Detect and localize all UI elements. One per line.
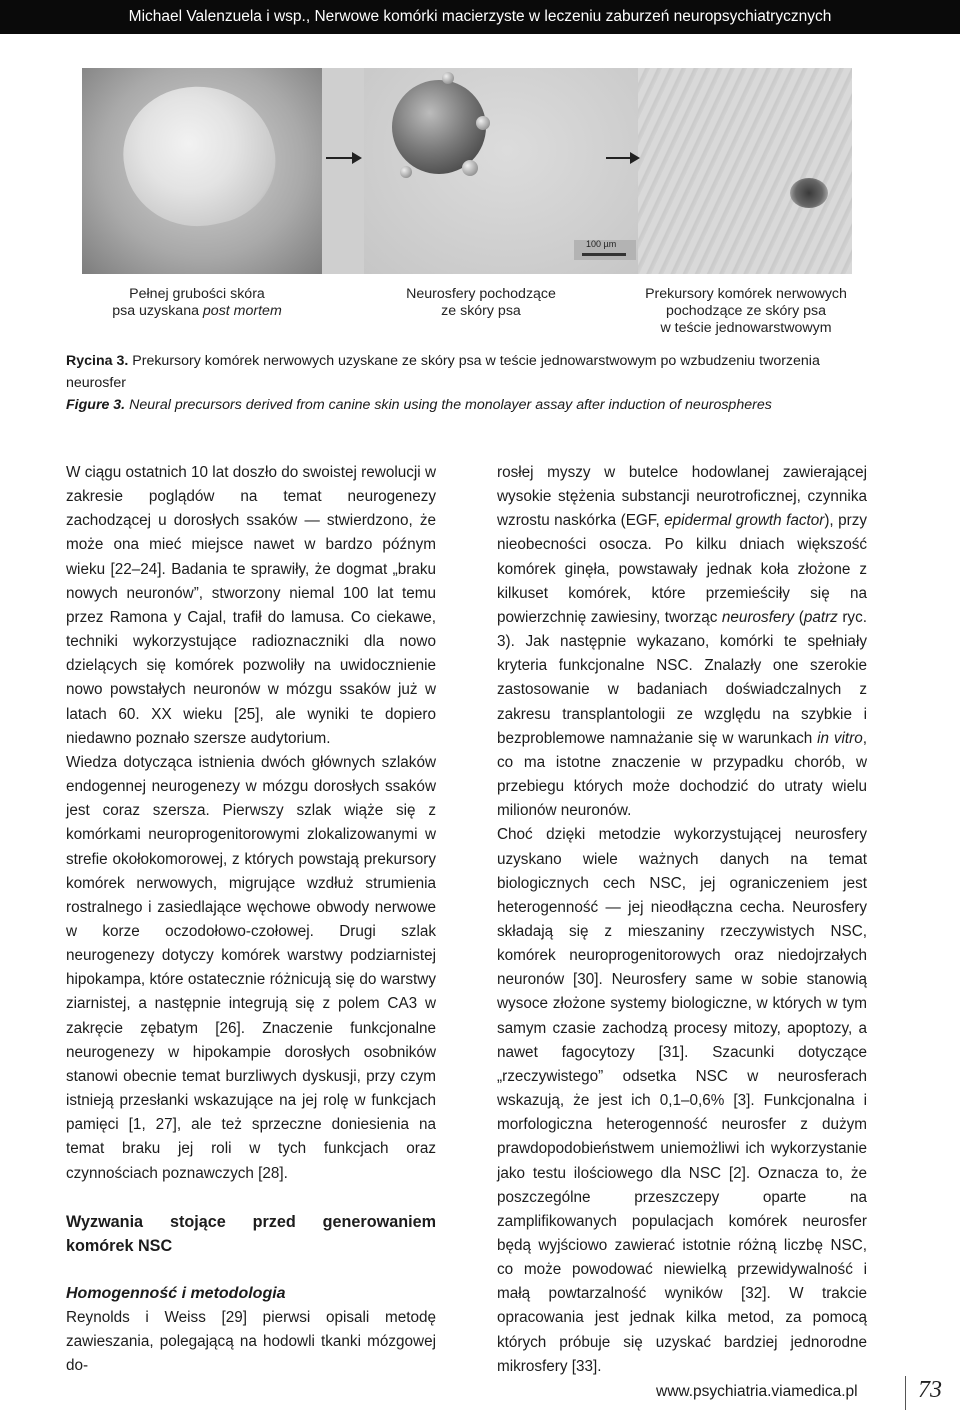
skin-tissue (111, 72, 287, 240)
figure-caption-right (626, 286, 866, 337)
figure-caption-middle (366, 286, 596, 320)
figure-caption-left (82, 286, 312, 320)
caption-text: Neural precursors derived from canine skin using the monolayer assay after induction of neurospheres (129, 397, 772, 413)
running-header: Michael Valenzuela i wsp., Nerwowe komórki macierzyste w leczeniu zaburzeń neuropsychiatrycznych (0, 0, 960, 34)
neurosphere-bead (442, 72, 454, 84)
caption-line (82, 303, 312, 320)
body-paragraph: Reynolds i Weiss [29] pierwsi opisali metodę zawieszania, polegającą na hodowli tkanki mózgowej do- (66, 1308, 436, 1374)
caption-italic: post mortem (202, 303, 282, 319)
italic-term: in vitro (817, 729, 863, 747)
scale-bar-box (574, 240, 636, 260)
italic-term: neurosfery (721, 608, 795, 626)
caption-line: ze skóry psa (441, 303, 521, 319)
caption-line: Prekursory komórek nerwowych (645, 286, 847, 302)
figure-caption-polish (66, 350, 878, 394)
caption-label: Figure 3. (66, 397, 126, 413)
text-run: ), przy nieobecności osocza. Po kilku dniach większość komórek ginęła, powstawały jednak koła złożone z kilkuset komórek, które przemieściły się na powierzchnię zawiesiny, tworząc (497, 512, 867, 626)
neurosphere-bead (476, 116, 490, 130)
neurosphere-image (364, 68, 650, 274)
scale-bar (582, 253, 626, 256)
body-paragraph: W ciągu ostatnich 10 lat doszło do swoistej rewolucji w zakresie poglądów na temat neurogenezy zachodzącej u dorosłych ssaków — stwierdzono, że może ona mieć miejsce nawet w bardzo późnym wieku [22–24]. Badania te sprawiły, że dogmat „braku nowych neuronów”, stworzony niemal 100 lat temu przez Ramona y Cajal, trafił do lamusa. Co ciekawe, techniki wykorzystujące radioznaczniki dla nowo dzielących się komórek pozwoliły na uwidocznienie nowo powstałych neuronów w mózgu ssaków już w latach 60. XX wieku [25], ale wyniki te dopiero niedawno poznało szersze audytorium. (66, 464, 436, 747)
caption-line: pochodzące ze skóry psa (665, 303, 827, 319)
italic-term: epidermal growth factor (664, 512, 825, 530)
journal-url: www.psychiatria.viamedica.pl (656, 1383, 858, 1400)
right-column (497, 461, 867, 1379)
neurosphere-bead (400, 166, 412, 178)
caption-line: Pełnej grubości skóra (129, 286, 265, 302)
page-number: 73 (918, 1377, 942, 1403)
skin-sample-image (82, 68, 322, 274)
arrow-right-icon (326, 150, 362, 166)
figure-image-strip (82, 68, 852, 274)
caption-text: psa uzyskana (112, 303, 203, 319)
neurosphere-bead (462, 160, 478, 176)
subsection-heading: Homogenność i metodologia (66, 1284, 286, 1302)
section-heading: Wyzwania stojące przed generowaniem komórek NSC (66, 1212, 436, 1255)
caption-label: Rycina 3. (66, 353, 129, 369)
footer-divider (905, 1376, 906, 1410)
text-run: , co ma istotne znaczenie w przypadku chorób, w przebiegu których może dochodzić do utraty wielu milionów neuronów. (497, 729, 867, 820)
caption-line: Neurosfery pochodzące (406, 286, 556, 302)
italic-term: patrz (803, 608, 838, 626)
body-paragraph (497, 461, 867, 823)
left-column (66, 461, 436, 1378)
text-run: ryc. 3). Jak następnie wykazano, komórki te spełniały kryteria funkcjonalne NSC. Znalazły one szerokie zastosowanie w badaniach doświadczalnych z zakresu transplantologii ze względu na szybkie i bezproblemowe namnażanie się w warunkach (497, 608, 867, 747)
caption-line: w teście jednowarstwowym (660, 320, 832, 336)
arrow-right-icon (606, 150, 640, 166)
body-paragraph: Choć dzięki metodzie wykorzystującej neurosfery uzyskano wiele ważnych danych na temat biologicznych cech NSC, jej ograniczeniem jest heterogenność — jej nieodłączna cecha. Neurosfery składają się z mieszaniny rzeczywistych NSC, komórek neuroprogenitorowych oraz niedojrzałych neuronów [30]. Neurosfery same w sobie stanowią wysoce złożone systemy biologiczne, w których w tym samym czasie zachodzą procesy mitozy, apoptozy, a nawet fagocytozy [31]. Szacunki dotyczące „rzeczywistego” odsetka NSC w neurosferach wskazują, że jest ich 0,1–0,6% [3]. Funkcjonalna i morfologiczna heterogenność neurosfer z dużym prawdopodobieństwem uniemożliwi ich wykorzystanie jako testu ilościowego dla NSC [2]. Oznacza to, że poszczególne przeszczepy oparte na zamplifikowanych populacjach komórek neurosfer będą wyjściowo zawierać istotnie różną liczbę NSC, co może powodować niewielką przewidywalność i małą powtarzalność wyników [32]. W trakcie opracowania jest jednak kilka metod, za pomocą których próbuje się uzyskać bardziej jednorodne mikrosfery [33]. (497, 826, 867, 1375)
cell-cluster (790, 178, 828, 208)
monolayer-cells-image (638, 68, 852, 274)
caption-text: Prekursory komórek nerwowych uzyskane ze skóry psa w teście jednowarstwowym po wzbudzeniu tworzenia neurosfer (66, 353, 820, 391)
text-run: ( (794, 608, 804, 626)
scale-bar-label: 100 µm (586, 239, 617, 249)
figure-caption-english (66, 394, 878, 416)
text-run: rosłej myszy w butelce hodowlanej zawierającej wysokie stężenia substancji neurotroficznej, czynnika wzrostu naskórka (EGF, (497, 464, 867, 530)
body-paragraph: Wiedza dotycząca istnienia dwóch głównych szlaków endogennej neurogenezy w mózgu dorosłych ssaków jest coraz szersza. Pierwszy szlak wiąże się z komórkami neuroprogenitorowymi zlokalizowanymi w strefie okołokomorowej, z których powstają prekursory komórek nerwowych, migrujące wzdłuż strumienia rostralnego i zasiedlające węchowe obwody nerwowe w korze oczodołowo-czołowej. Drugi szlak neurogenezy dotyczy komórek warstwy podziarnistej hipokampa, które ostatecznie różnicują się do warstwy ziarnistej, a następnie integrują się z polem CA3 w zakręcie zębatym [26]. Znaczenie funkcjonalne neurogenezy w hipokampie dorosłych osobników stanowi obecnie temat burzliwych dyskusji, przy czym istnieją przesłanki wskazujące na jej rolę w funkcjach pamięci [1, 27], ale też sprzeczne doniesienia na temat braku jej roli w tych funkcjach oraz czynnościach poznawczych [28]. (66, 753, 436, 1182)
